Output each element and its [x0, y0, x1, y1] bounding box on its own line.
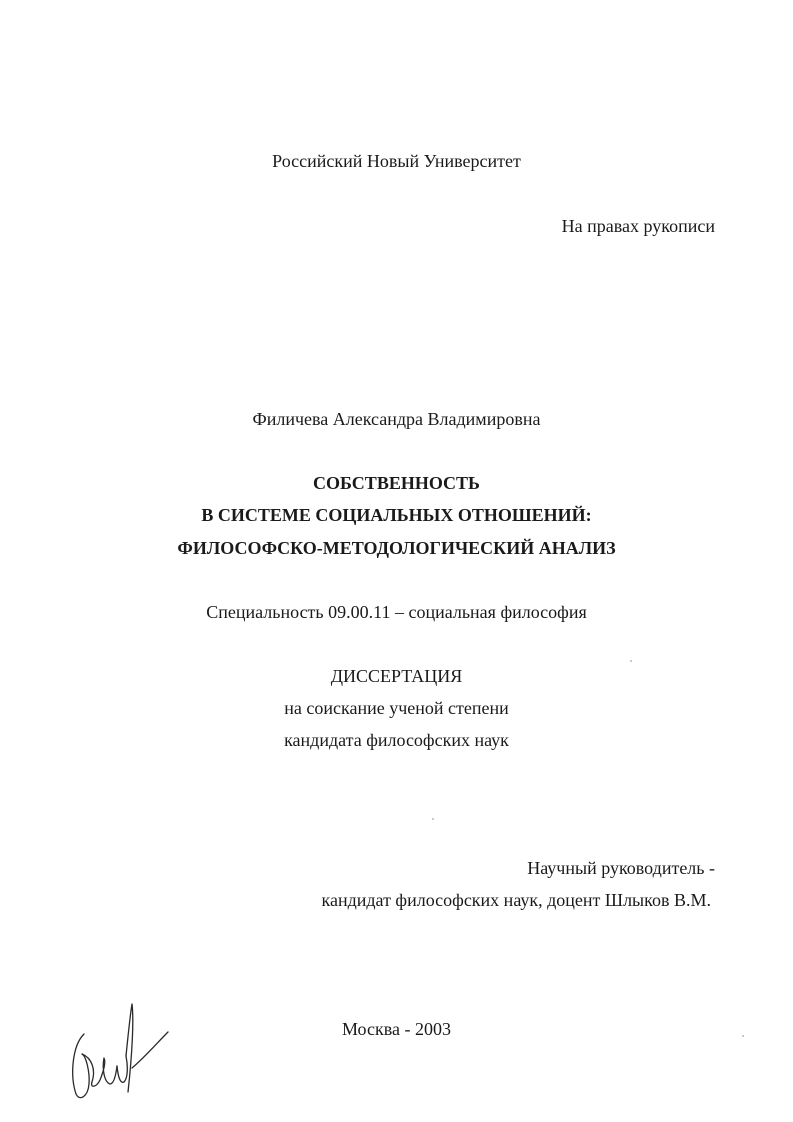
title-line-3: ФИЛОСОФСКО-МЕТОДОЛОГИЧЕСКИЙ АНАЛИЗ [177, 538, 616, 558]
supervisor-label: Научный руководитель - [527, 858, 715, 878]
degree-line-2: кандидата философских наук [284, 730, 509, 750]
scan-speck [742, 1035, 744, 1037]
manuscript-note: На правах рукописи [561, 216, 715, 236]
scan-speck [432, 818, 434, 820]
title-line-1: СОБСТВЕННОСТЬ [313, 473, 480, 493]
scan-speck [630, 660, 632, 662]
university-name: Российский Новый Университет [272, 151, 521, 171]
author-name: Филичева Александра Владимировна [252, 409, 541, 429]
specialty: Специальность 09.00.11 – социальная философия [206, 602, 587, 622]
degree-line-1: на соискание ученой степени [284, 698, 509, 718]
title-line-2: В СИСТЕМЕ СОЦИАЛЬНЫХ ОТНОШЕНИЙ: [201, 505, 592, 525]
place-year: Москва - 2003 [342, 1019, 451, 1039]
degree-type: ДИССЕРТАЦИЯ [330, 666, 463, 686]
supervisor-name: кандидат философских наук, доцент Шлыков В.М. [321, 890, 711, 910]
handwritten-signature [62, 996, 182, 1106]
